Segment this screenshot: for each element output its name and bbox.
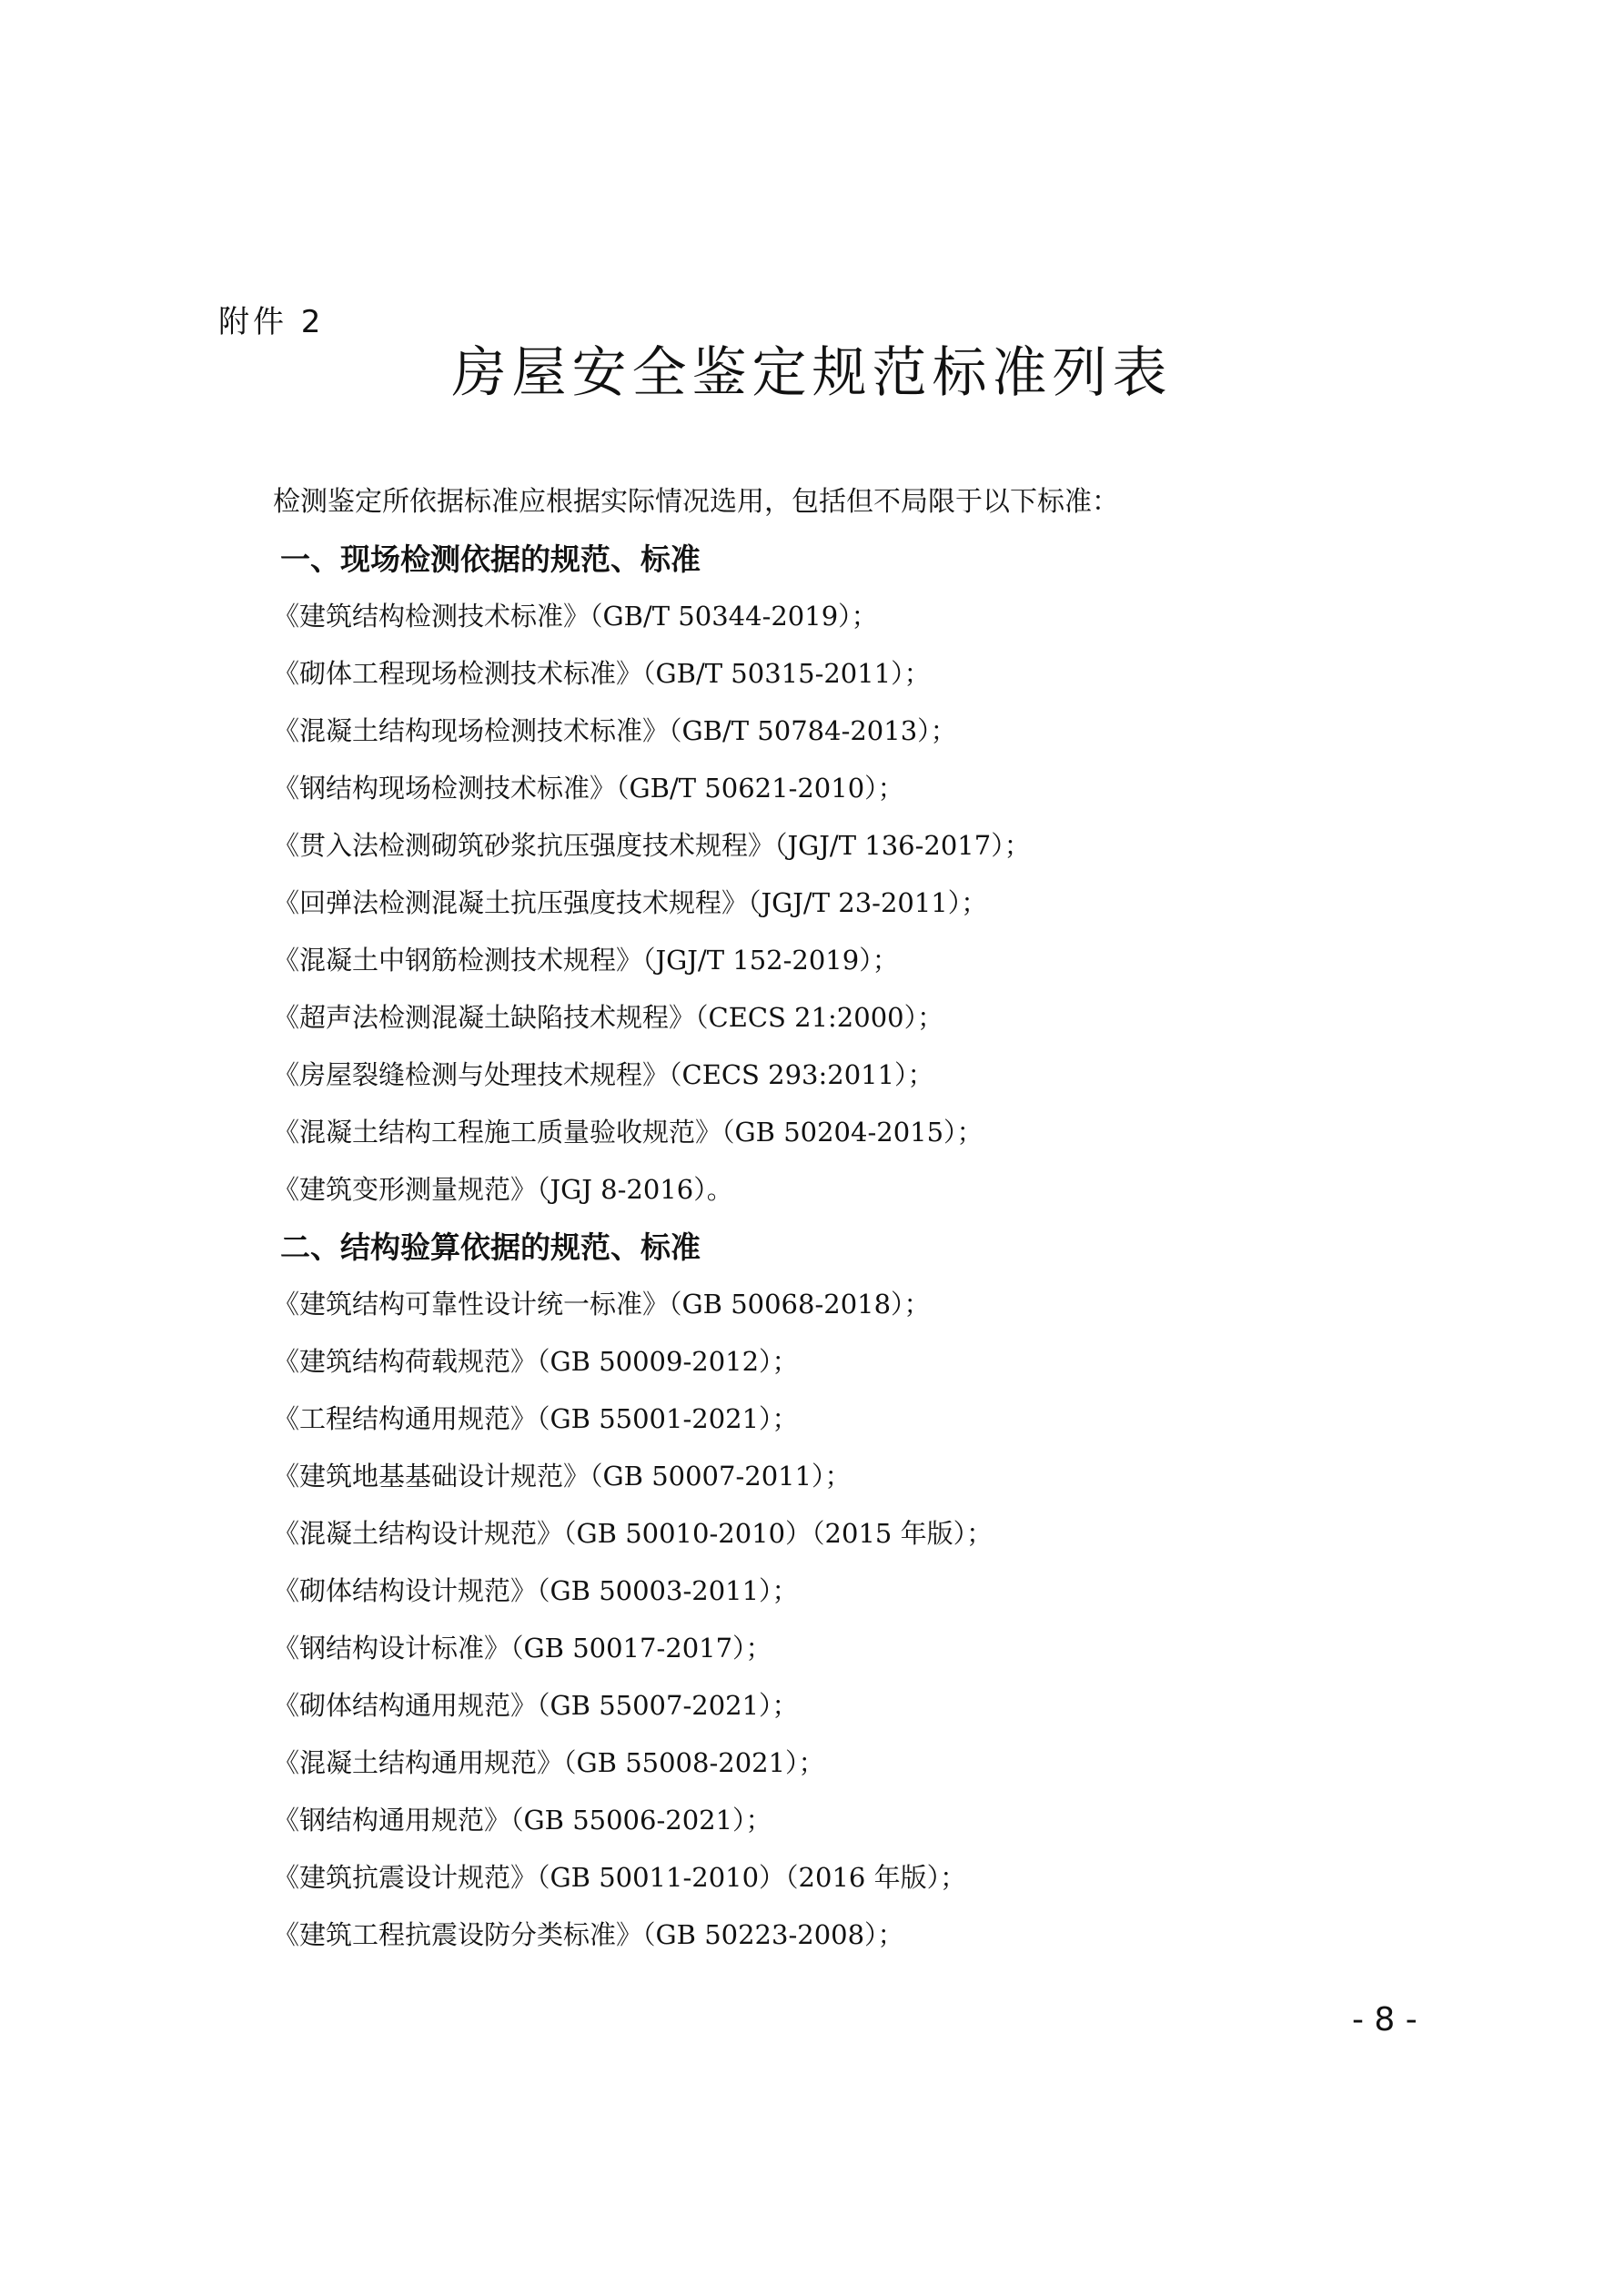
standard-item: 《房屋裂缝检测与处理技术规程》（CECS 293:2011）； <box>273 1059 934 1090</box>
standard-item: 《混凝土结构设计规范》（GB 50010-2010）（2015 年版）； <box>273 1518 994 1549</box>
standard-item: 《钢结构设计标准》（GB 50017-2017）； <box>273 1633 772 1664</box>
standard-item: 《贯入法检测砌筑砂浆抗压强度技术规程》（JGJ/T 136-2017）； <box>273 830 1031 861</box>
standard-item: 《建筑结构荷载规范》（GB 50009-2012）； <box>273 1346 799 1377</box>
standard-item: 《砌体结构通用规范》（GB 55007-2021）； <box>273 1690 799 1721</box>
standard-item: 《超声法检测混凝土缺陷技术规程》（CECS 21:2000）； <box>273 1002 944 1033</box>
standard-item: 《混凝土中钢筋检测技术规程》（JGJ/T 152-2019）； <box>273 945 899 976</box>
section-on-site-inspection <box>273 531 1456 1219</box>
standard-item: 《钢结构通用规范》（GB 55006-2021）； <box>273 1805 772 1836</box>
standard-item: 《砌体结构设计规范》（GB 50003-2011）； <box>273 1575 799 1606</box>
standard-item: 《钢结构现场检测技术标准》（GB/T 50621-2010）； <box>273 773 904 804</box>
section-heading: 二、结构验算依据的规范、标准 <box>280 1229 701 1265</box>
standard-item: 《建筑抗震设计规范》（GB 50011-2010）（2016 年版）； <box>273 1862 967 1893</box>
standard-item: 《混凝土结构工程施工质量验收规范》（GB 50204-2015）； <box>273 1117 983 1148</box>
attachment-label: 附件 2 <box>218 304 325 340</box>
standard-item: 《混凝土结构现场检测技术标准》（GB/T 50784-2013）； <box>273 715 957 746</box>
document-title: 房屋安全鉴定规范标准列表 <box>451 341 1173 405</box>
intro-paragraph: 检测鉴定所依据标准应根据实际情况选用，包括但不局限于以下标准： <box>273 486 1119 518</box>
standard-item: 《建筑结构检测技术标准》（GB/T 50344-2019）； <box>273 601 878 632</box>
page-number: - 8 - <box>1352 2001 1417 2038</box>
standard-item: 《建筑变形测量规范》（JGJ 8-2016）。 <box>273 1174 733 1205</box>
section-heading: 一、现场检测依据的规范、标准 <box>280 541 701 577</box>
section-structural-calculation <box>273 1219 1456 1964</box>
standard-item: 《建筑工程抗震设防分类标准》（GB 50223-2008）； <box>273 1919 904 1950</box>
standard-item: 《建筑结构可靠性设计统一标准》（GB 50068-2018）； <box>273 1289 931 1320</box>
standard-item: 《回弹法检测混凝土抗压强度技术规程》（JGJ/T 23-2011）； <box>273 887 988 918</box>
standard-item: 《混凝土结构通用规范》（GB 55008-2021）； <box>273 1747 825 1778</box>
standard-item: 《砌体工程现场检测技术标准》（GB/T 50315-2011）； <box>273 658 931 689</box>
standard-item: 《工程结构通用规范》（GB 55001-2021）； <box>273 1403 799 1434</box>
document-body <box>273 473 1456 1964</box>
standard-item: 《建筑地基基础设计规范》（GB 50007-2011）； <box>273 1461 852 1492</box>
